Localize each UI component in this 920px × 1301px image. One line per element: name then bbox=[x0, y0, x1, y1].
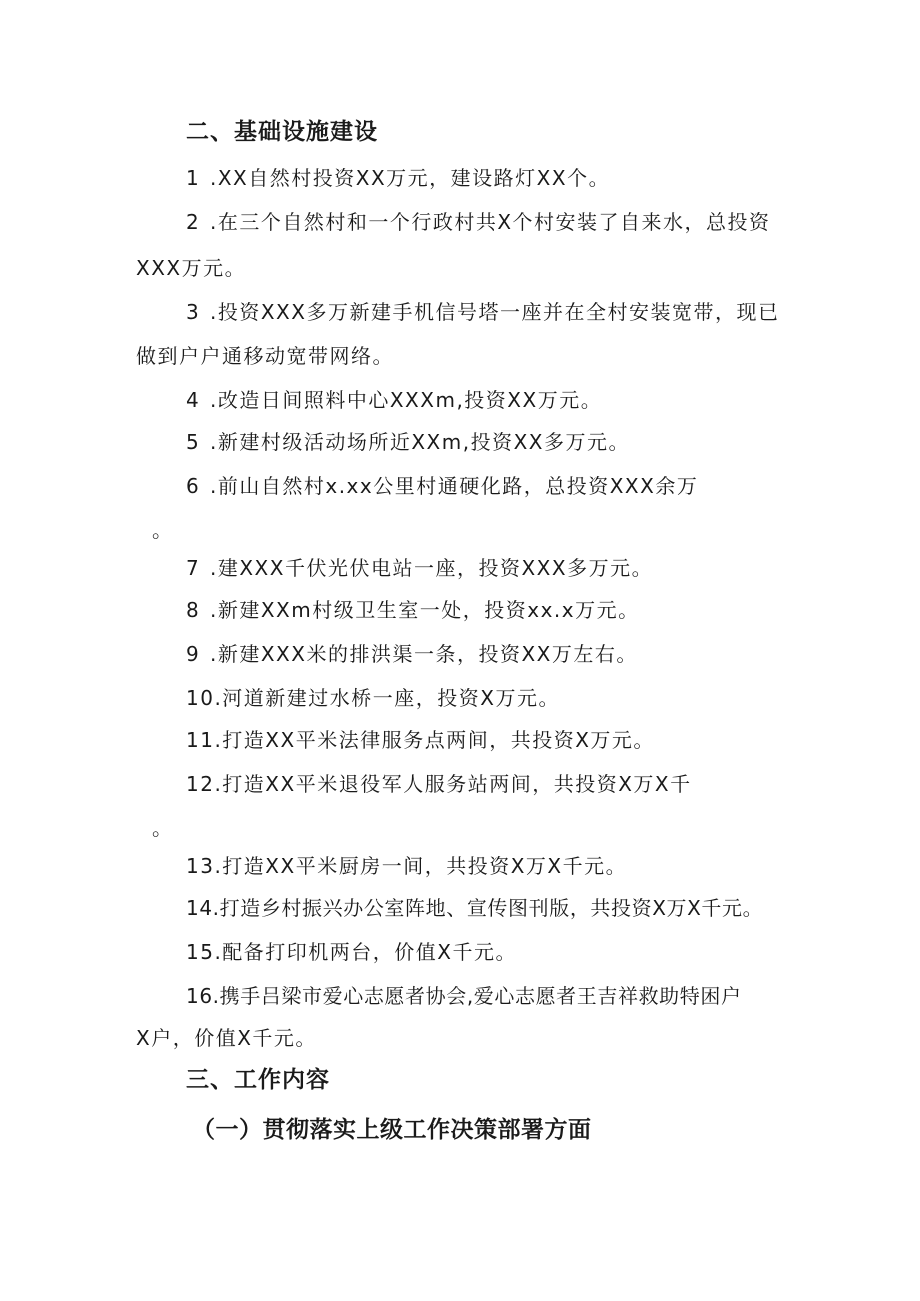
item-number: 15 bbox=[186, 940, 215, 964]
item-text: .在三个自然村和一个行政村共X个村安装了自来水，总投资 bbox=[210, 210, 771, 234]
list-item bbox=[186, 388, 602, 412]
item-text: .改造日间照料中心XXXm,投资XX万元。 bbox=[210, 388, 603, 412]
item-text: .河道新建过水桥一座，投资X万元。 bbox=[214, 686, 561, 710]
list-item-continuation: 。 bbox=[152, 816, 174, 840]
item-text: .新建村级活动场所近XXm,投资XX多万元。 bbox=[210, 430, 631, 454]
list-item bbox=[186, 642, 638, 666]
list-item bbox=[186, 474, 698, 498]
item-number: 4 bbox=[186, 388, 201, 412]
item-text: .配备打印机两台，价值X千元。 bbox=[214, 940, 518, 964]
list-item-continuation: 。 bbox=[152, 518, 174, 542]
item-number: 3 bbox=[186, 300, 201, 324]
item-number: 8 bbox=[186, 598, 201, 622]
item-number: 7 bbox=[186, 556, 201, 580]
list-item bbox=[186, 728, 655, 752]
list-item bbox=[186, 772, 692, 796]
item-number: 9 bbox=[186, 642, 201, 666]
list-item-continuation: 做到户户通移动宽带网络。 bbox=[136, 344, 394, 368]
list-item bbox=[186, 940, 517, 964]
list-item-continuation: X户，价值X千元。 bbox=[136, 1026, 317, 1050]
list-item bbox=[186, 210, 771, 234]
item-text: .建XXX千伏光伏电站一座，投资XXX多万元。 bbox=[210, 556, 654, 580]
item-number: 14 bbox=[186, 896, 213, 920]
item-number: 11 bbox=[186, 728, 215, 752]
list-item bbox=[186, 556, 653, 580]
item-number: 6 bbox=[186, 474, 201, 498]
item-text: .打造XX平米退役军人服务站两间，共投资X万X千 bbox=[214, 772, 692, 796]
section-heading-work-content: 三、工作内容 bbox=[186, 1067, 330, 1093]
item-number: 16 bbox=[186, 984, 213, 1008]
item-text: .新建XXX米的排洪渠一条，投资XX万左右。 bbox=[210, 642, 638, 666]
item-text: .前山自然村x.xx公里村通硬化路，总投资XXX余万 bbox=[210, 474, 699, 498]
section-heading-infrastructure: 二、基础设施建设 bbox=[186, 119, 378, 145]
list-item bbox=[186, 166, 610, 190]
list-item bbox=[186, 300, 779, 324]
item-number: 2 bbox=[186, 210, 201, 234]
list-item bbox=[186, 896, 763, 920]
list-item bbox=[186, 984, 742, 1008]
item-text: .携手吕梁市爱心志愿者协会,爱心志愿者王吉祥救助特困户 bbox=[212, 984, 742, 1008]
item-text: .XX自然村投资XX万元，建设路灯XX个。 bbox=[210, 166, 611, 190]
item-text: .打造XX平米法律服务点两间，共投资X万元。 bbox=[214, 728, 655, 752]
list-item-continuation: XXX万元。 bbox=[136, 256, 247, 280]
subsection-heading: （一）贯彻落实上级工作决策部署方面 bbox=[192, 1117, 592, 1143]
item-number: 10 bbox=[186, 686, 215, 710]
item-text: .投资XXX多万新建手机信号塔一座并在全村安装宽带，现已 bbox=[210, 300, 780, 324]
item-number: 13 bbox=[186, 854, 215, 878]
item-text: .新建XXm村级卫生室一处，投资xx.x万元。 bbox=[210, 598, 640, 622]
list-item bbox=[186, 598, 640, 622]
item-number: 5 bbox=[186, 430, 201, 454]
list-item bbox=[186, 686, 560, 710]
item-text: .打造XX平米厨房一间，共投资X万X千元。 bbox=[214, 854, 628, 878]
list-item bbox=[186, 430, 630, 454]
item-number: 1 bbox=[186, 166, 201, 190]
list-item bbox=[186, 854, 627, 878]
item-number: 12 bbox=[186, 772, 215, 796]
item-text: .打造乡村振兴办公室阵地、宣传图刊版，共投资X万X千元。 bbox=[212, 896, 764, 920]
